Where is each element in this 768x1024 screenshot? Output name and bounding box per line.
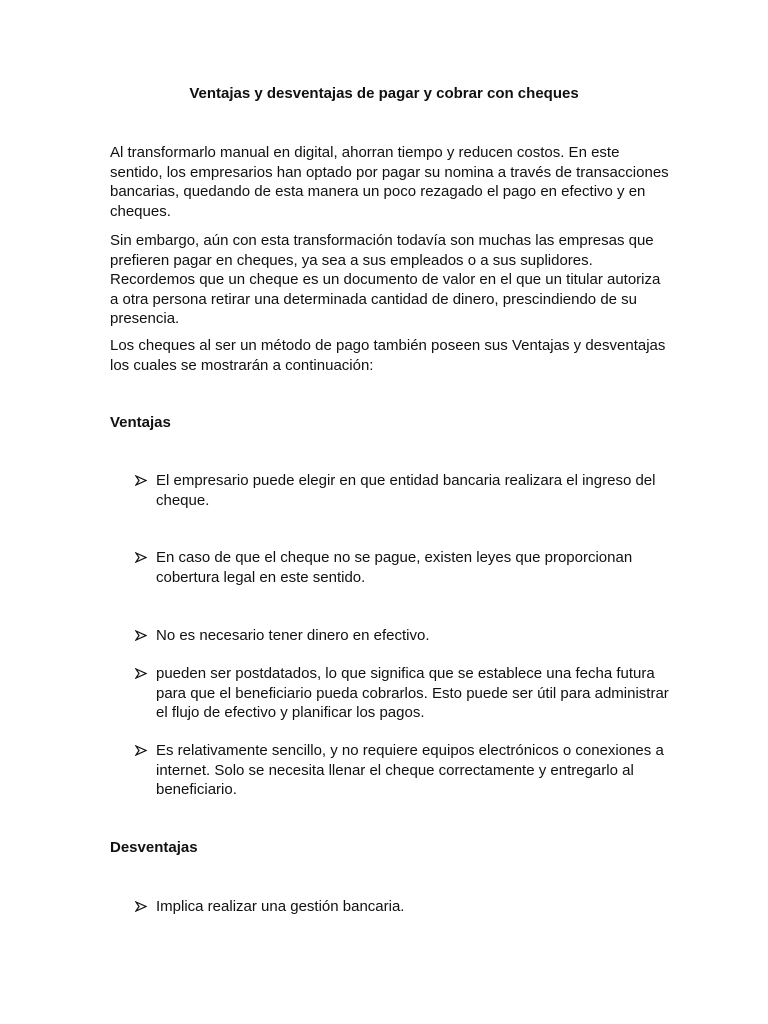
desventajas-item-text: Implica realizar una gestión bancaria.: [156, 898, 405, 915]
ventajas-item-text: Es relativamente sencillo, y no requiere equipos electrónicos o conexiones a internet. Solo se necesita llenar el cheque correctamente y entregarlo al beneficiario.: [156, 742, 664, 798]
document-title: Ventajas y desventajas de pagar y cobrar con cheques: [189, 85, 579, 102]
desventajas-heading: Desventajas: [110, 839, 198, 856]
paragraph-3: Los cheques al ser un método de pago también poseen sus Ventajas y desventajas los cuales se mostrarán a continuación:: [110, 337, 666, 374]
arrowhead-bullet-icon: [135, 668, 147, 679]
ventajas-item-text: En caso de que el cheque no se pague, existen leyes que proporcionan cobertura legal en este sentido.: [156, 549, 633, 586]
arrowhead-bullet-icon: [135, 475, 147, 486]
arrowhead-bullet-icon: [135, 630, 147, 641]
ventajas-item-text: El empresario puede elegir en que entidad bancaria realizara el ingreso del cheque.: [156, 472, 656, 509]
paragraph-1: Al transformarlo manual en digital, ahorran tiempo y reducen costos. En este sentido, los empresarios han optado por pagar su nomina a través de transacciones bancarias, quedando de esta manera un poco rezagado el pago en efectivo y en cheques.: [110, 144, 669, 220]
arrowhead-bullet-icon: [135, 745, 147, 756]
ventajas-item-text: pueden ser postdatados, lo que significa que se establece una fecha futura para que el beneficiario pueda cobrarlos. Esto puede ser útil para administrar el flujo de efectivo y planificar los pagos.: [156, 665, 669, 721]
ventajas-heading: Ventajas: [110, 414, 171, 431]
ventajas-item-text: No es necesario tener dinero en efectivo.: [156, 627, 430, 644]
arrowhead-bullet-icon: [135, 901, 147, 912]
arrowhead-bullet-icon: [135, 552, 147, 563]
paragraph-2: Sin embargo, aún con esta transformación todavía son muchas las empresas que prefieren pagar en cheques, ya sea a sus empleados o a sus suplidores. Recordemos que un cheque es un documento de valor en el que un titular autoriza a otra persona retirar una determinada cantidad de dinero, prescindiendo de su presencia.: [110, 232, 661, 327]
